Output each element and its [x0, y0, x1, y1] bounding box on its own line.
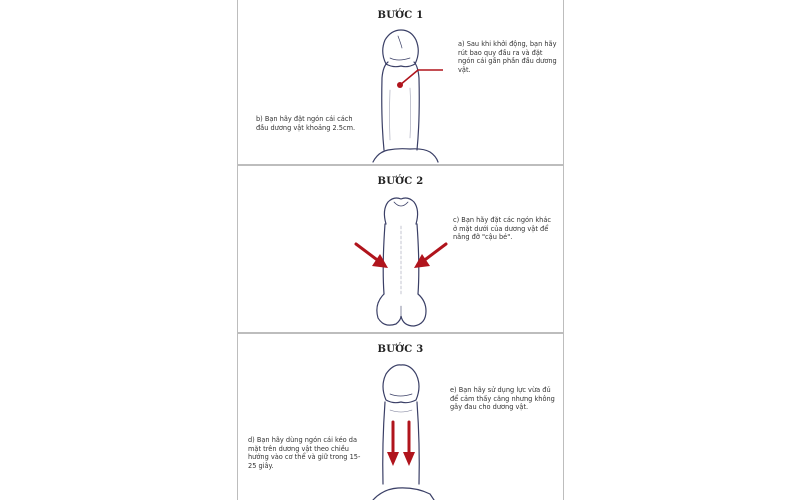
step-2-illustration — [238, 166, 564, 333]
note-a: a) Sau khi khởi động, bạn hãy rút bao quy đầu ra và đặt ngón cái gần phần đầu dương vật. — [458, 40, 557, 74]
down-arrowhead-left — [387, 452, 399, 466]
down-arrowhead-right — [403, 452, 415, 466]
step-2-panel — [237, 165, 564, 333]
step-1-illustration — [238, 0, 564, 165]
step-1-panel — [237, 0, 564, 165]
step-3-panel — [237, 333, 564, 500]
left-arrow-shaft — [356, 244, 380, 262]
step-2-title: BƯỚC 2 — [377, 176, 424, 187]
pointer-line — [400, 70, 443, 85]
note-c: c) Bạn hãy đặt các ngón khác ở mặt dưới của dương vật để nâng đỡ "cậu bé". — [453, 216, 551, 242]
note-b: b) Bạn hãy đặt ngón cái cách đầu dương vật khoảng 2.5cm. — [256, 115, 356, 132]
note-e: e) Bạn hãy sử dụng lực vừa đủ để cảm thấy căng nhưng không gây đau cho dương vật. — [450, 386, 555, 412]
note-d: d) Bạn hãy dùng ngón cái kéo da mặt trên dương vật theo chiều hướng vào cơ thể và giữ trong 15-25 giây. — [248, 436, 361, 470]
step-3-illustration — [238, 334, 564, 500]
step-3-title: BƯỚC 3 — [377, 344, 424, 355]
right-arrow-shaft — [422, 244, 446, 262]
step-1-title: BƯỚC 1 — [377, 10, 424, 21]
